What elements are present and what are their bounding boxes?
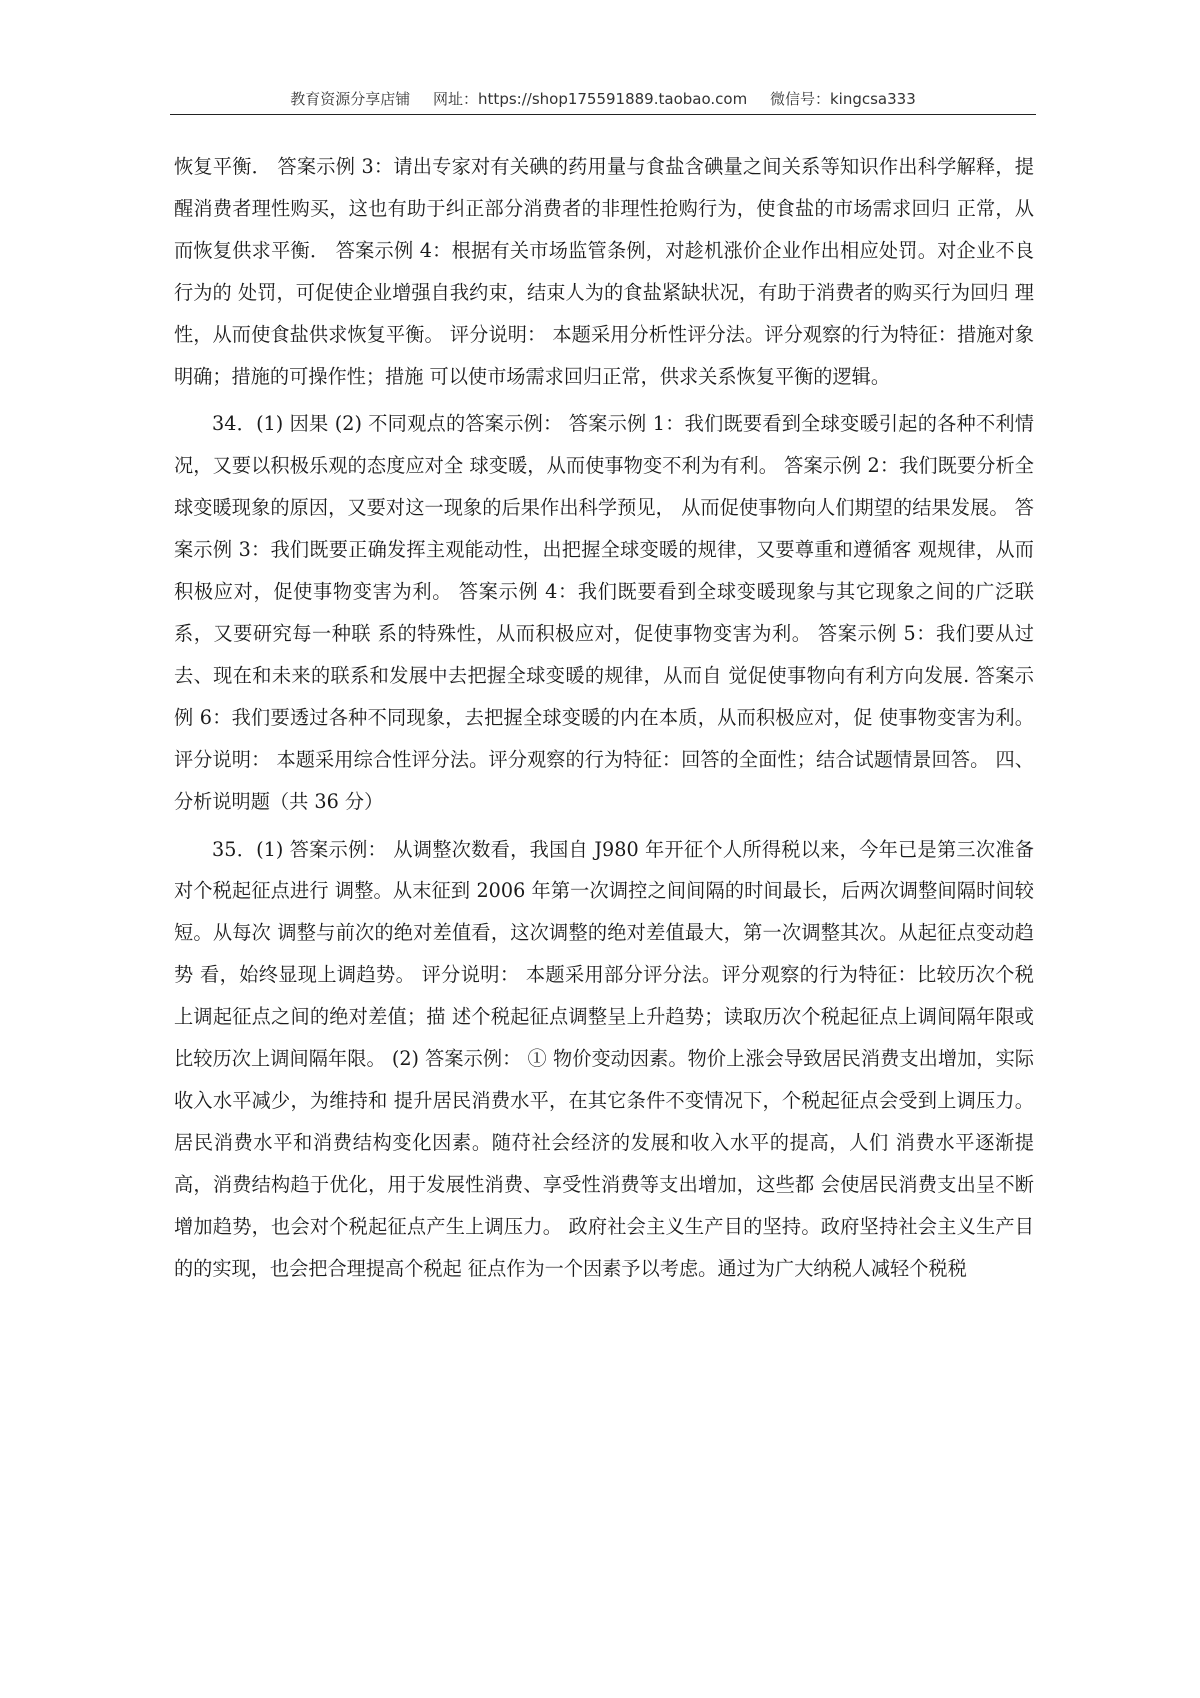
page-header: [170, 84, 1036, 114]
shop-url: 网址：https://shop175591889.taobao.com: [433, 90, 748, 108]
paragraph-answer-33-continued: 恢复平衡． 答案示例 3：请出专家对有关碘的药用量与食盐含碘量之间关系等知识作出科学解释，提 醒消费者理性购买，这也有助于纠正部分消费者的非理性抢购行为，使食盐的市场需求回归 正常，从而恢复供求平衡． 答案示例 4：根据有关市场监管条例，对趁机涨价企业作出相应处罚。对企业不良行为的 处罚，可促使企业增强自我约束，结束人为的食盐紧缺状况，有助于消费者的购买行为回归 理性，从而使食盐供求恢复平衡。 评分说明： 本题采用分析性评分法。评分观察的行为特征：措施对象明确；措施的可操作性；措施 可以使市场需求回归正常，供求关系恢复平衡的逻辑。: [174, 155, 1034, 388]
header-divider: [170, 114, 1036, 115]
paragraph-answer-35: 35．(1) 答案示例： 从调整次数看，我国自 J980 年开征个人所得税以来，今年已是第三次准备对个税起征点进行 调整。从末征到 2006 年第一次调控之间间隔的时间最长，后两次调整间隔时间较短。从每次 调整与前次的绝对差值看，这次调整的绝对差值最大，第一次调整其次。从起征点变动趋势 看，始终显现上调趋势。 评分说明： 本题采用部分评分法。评分观察的行为特征：比较历次个税上调起征点之间的绝对差值；描 述个税起征点调整呈上升趋势；读取历次个税起征点上调间隔年限或比较历次上调间隔年限。 (2) 答案示例： ① 物价变动因素。物价上涨会导致居民消费支出增加，实际收入水平减少，为维持和 提升居民消费水平，在其它条件不变情况下，个税起征点会受到上调压力。 居民消费水平和消费结构变化因素。随苻社会经济的发展和收入水平的提高，人们 消费水平逐渐提高，消费结构趋于优化，用于发展性消费、享受性消费等支出增加，这些都 会使居民消费支出呈不断增加趋势，也会对个税起征点产生上调压力。 政府社会主义生产目的坚持。政府坚持社会主义生产目的的实现，也会把合理提高个税起 征点作为一个因素予以考虑。通过为广大纳税人减轻个税税: [174, 837, 1034, 1280]
shop-name: 教育资源分享店铺: [290, 90, 411, 108]
paragraph-answer-34: 34．(1) 因果 (2) 不同观点的答案示例： 答案示例 1：我们既要看到全球变暖引起的各种不利情况，又要以积极乐观的态度应对全 球变暖，从而使事物变不利为有利。 答案示例 2：我们既要分析全球变暖现象的原因，又要对这一现象的后果作出科学预见， 从而促使事物向人们期望的结果发展。 答案示例 3：我们既要正确发挥主观能动性，出把握全球变暖的规律，又要尊重和遵循客 观规律，从而积极应对，促使事物变害为利。 答案示例 4：我们既要看到全球变暖现象与其它现象之间的广泛联系，又要研究每一种联 系的特殊性，从而积极应对，促使事物变害为利。 答案示例 5：我们要从过去、现在和未来的联系和发展中去把握全球变暖的规律，从而自 觉促使事物向有利方向发展. 答案示例 6：我们要透过各种不同现象，去把握全球变暖的内在本质，从而积极应对，促 使事物变害为利。 评分说明： 本题采用综合性评分法。评分观察的行为特征：回答的全面性；结合试题情景回答。 四、分析说明题（共 36 分）: [174, 412, 1034, 813]
document-body: [174, 146, 1034, 1295]
wechat-id: 微信号：kingcsa333: [769, 90, 916, 108]
